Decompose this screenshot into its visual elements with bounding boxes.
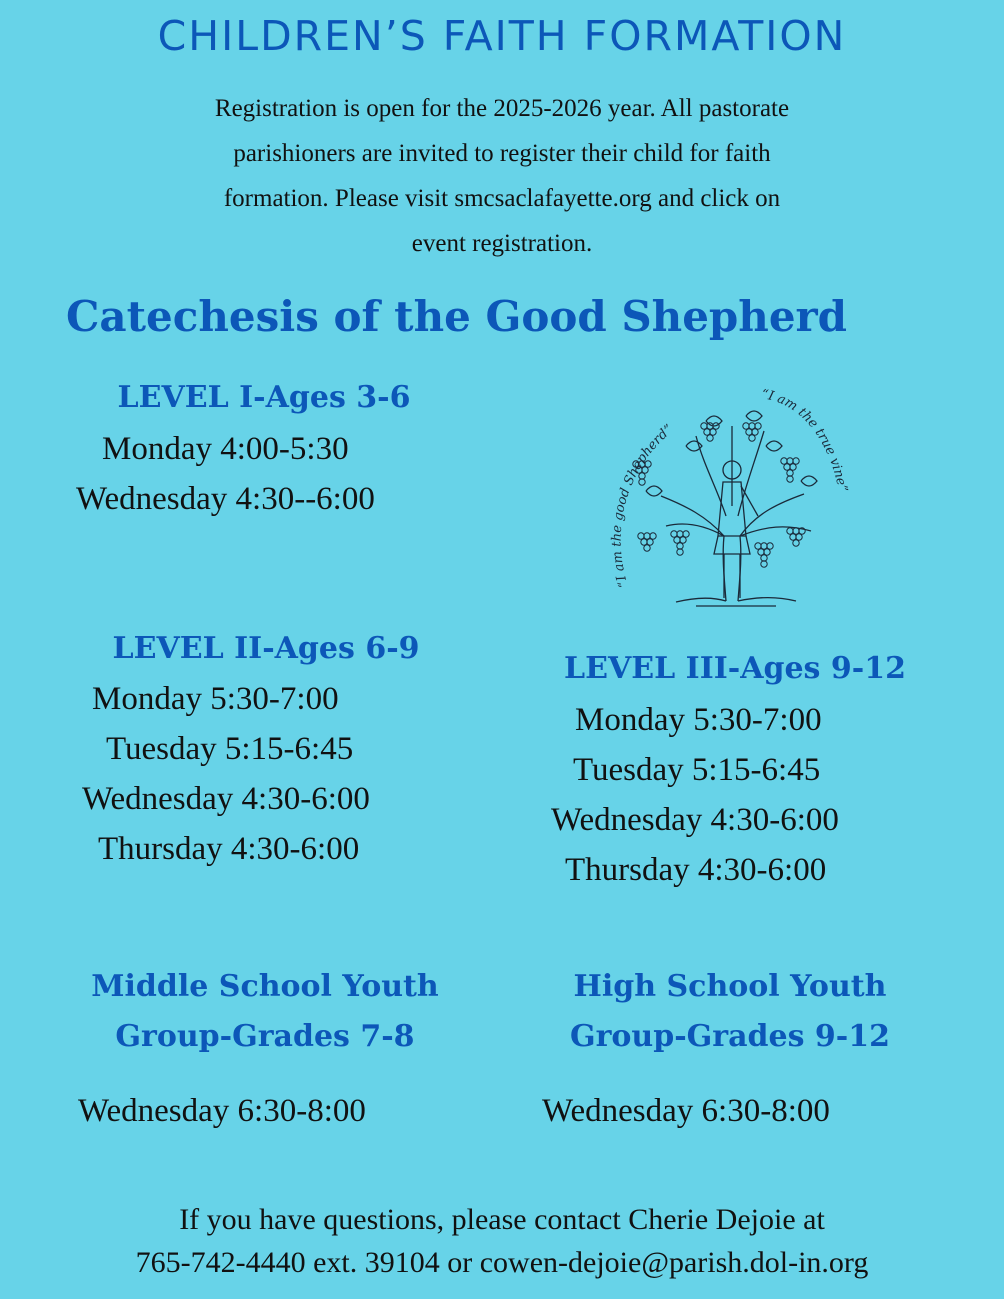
- schedule-time: Tuesday 5:15-6:45: [106, 731, 354, 767]
- level-2-heading: LEVEL II-Ages 6-9: [112, 631, 420, 666]
- level-1-heading: LEVEL I-Ages 3-6: [117, 380, 411, 415]
- schedule-time: Monday 5:30-7:00: [92, 681, 339, 717]
- schedule-time: Thursday 4:30-6:00: [98, 831, 360, 867]
- intro-line: event registration.: [411, 230, 593, 257]
- level-1-schedule: [76, 424, 375, 524]
- schedule-time: Thursday 4:30-6:00: [565, 852, 827, 888]
- level-3-heading: LEVEL III-Ages 9-12: [564, 651, 906, 686]
- schedule-time: Monday 5:30-7:00: [575, 702, 822, 738]
- page-title: CHILDREN’S FAITH FORMATION: [157, 12, 847, 60]
- illustration-caption-left: “I am the good Shepherd”: [609, 421, 677, 590]
- middle-school-heading-line: Group-Grades 7-8: [115, 1019, 415, 1054]
- intro-line: formation. Please visit smcsaclafayette.org and click on: [223, 185, 781, 212]
- intro-line: Registration is open for the 2025-2026 year. All pastorate: [214, 95, 790, 122]
- contact-line: If you have questions, please contact Cherie Dejoie at: [179, 1203, 825, 1236]
- svg-text:“I am the good Shepherd”: [610, 422, 676, 589]
- high-school-heading-line: High School Youth: [573, 969, 887, 1004]
- contact-line: 765-742-4440 ext. 39104 or cowen-dejoie@parish.dol-in.org: [135, 1246, 869, 1279]
- level-3-schedule: [551, 695, 839, 895]
- intro-paragraph: [70, 86, 934, 266]
- middle-school-heading: [40, 962, 490, 1062]
- middle-school-time: Wednesday 6:30-8:00: [78, 1093, 366, 1129]
- level-2-schedule: [82, 674, 370, 874]
- program-title: Catechesis of the Good Shepherd: [66, 292, 848, 341]
- good-shepherd-tree-illustration: [606, 386, 856, 616]
- high-school-heading-line: Group-Grades 9-12: [569, 1019, 890, 1054]
- high-school-heading: [520, 962, 940, 1062]
- intro-line: parishioners are invited to register their child for faith: [233, 140, 771, 167]
- illustration-caption-right: “I am the true vine”: [760, 387, 850, 494]
- high-school-time: Wednesday 6:30-8:00: [542, 1093, 830, 1129]
- schedule-time: Wednesday 4:30--6:00: [76, 481, 375, 517]
- schedule-time: Tuesday 5:15-6:45: [573, 752, 821, 788]
- schedule-time: Wednesday 4:30-6:00: [82, 781, 370, 817]
- contact-info: [0, 1198, 1004, 1284]
- schedule-time: Wednesday 4:30-6:00: [551, 802, 839, 838]
- schedule-time: Monday 4:00-5:30: [102, 431, 349, 467]
- middle-school-heading-line: Middle School Youth: [91, 969, 439, 1004]
